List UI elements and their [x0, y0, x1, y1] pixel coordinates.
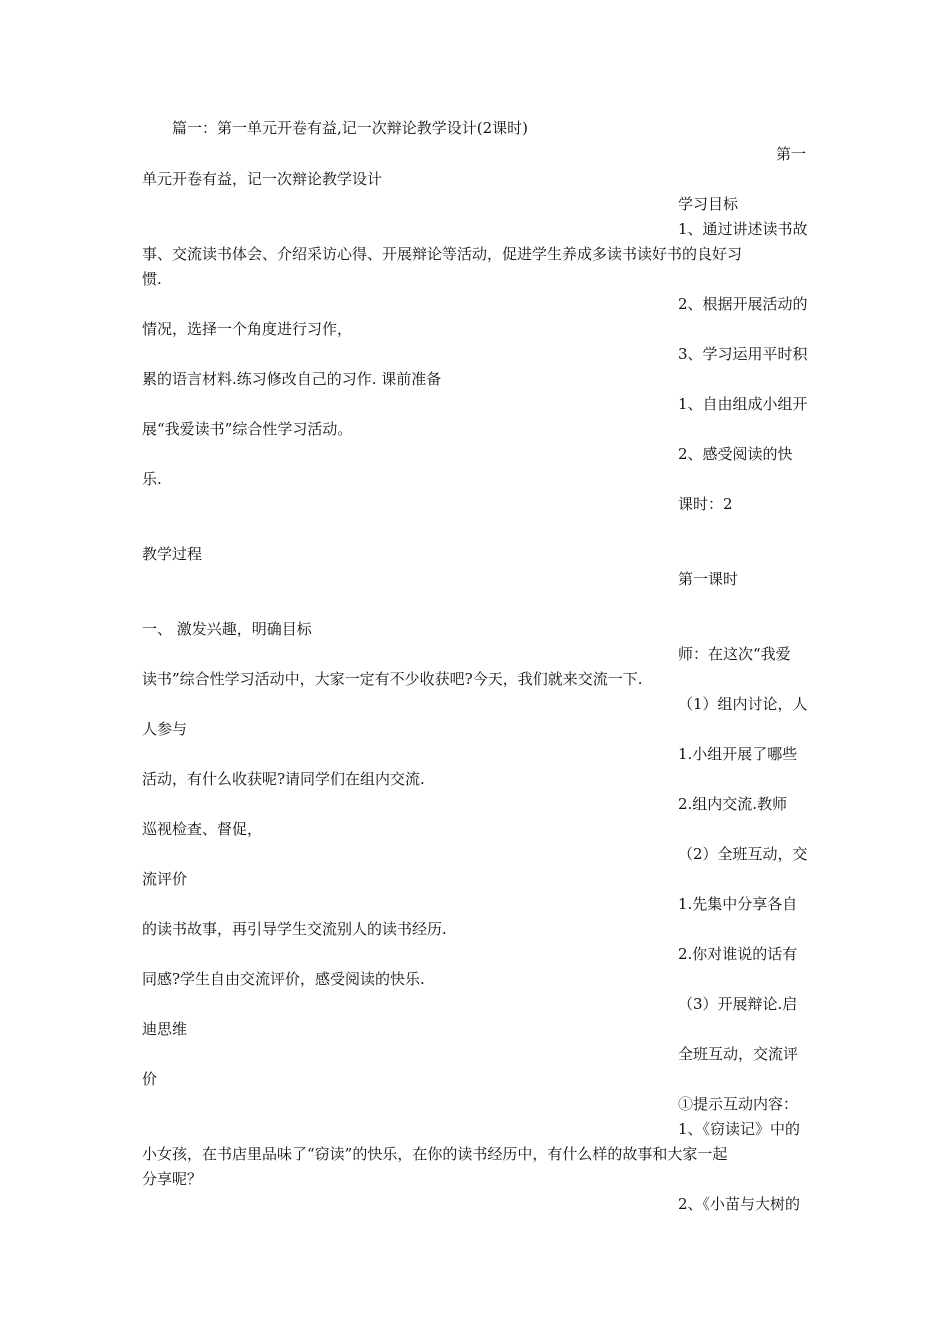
text-line: 1、通过讲述读书故 — [678, 220, 808, 238]
document-title: 篇一：第一单元开卷有益,记一次辩论教学设计(2课时) — [172, 119, 529, 137]
text-line: 同感?学生自由交流评价，感受阅读的快乐. — [142, 970, 425, 988]
text-line: 惯. — [142, 270, 162, 288]
text-line: 课时：2 — [678, 495, 733, 513]
text-line: （2）全班互动，交 — [678, 845, 808, 863]
text-line: 价 — [142, 1070, 158, 1088]
text-line: ①提示互动内容： — [678, 1095, 799, 1113]
text-line: 小女孩，在书店里品味了“窃读”的快乐，在你的读书经历中，有什么样的故事和大家一起 — [142, 1145, 728, 1163]
text-line: 情况，选择一个角度进行习作， — [142, 320, 353, 338]
text-line: 第一 — [776, 145, 807, 163]
section-heading: 教学过程 — [142, 545, 203, 563]
text-line: 读书”综合性学习活动中，大家一定有不少收获吧?今天，我们就来交流一下. — [142, 670, 643, 688]
text-line: 事、交流读书体会、介绍采访心得、开展辩论等活动，促进学生养成多读书读好书的良好习 — [142, 245, 743, 263]
text-line: 分享呢？ — [142, 1170, 203, 1188]
text-line: 2、根据开展活动的 — [678, 295, 808, 313]
text-line: 单元开卷有益，记一次辩论教学设计 — [142, 170, 383, 188]
text-line: 乐. — [142, 470, 162, 488]
section-heading: 第一课时 — [678, 570, 739, 588]
text-line: 累的语言材料.练习修改自己的习作. 课前准备 — [142, 370, 442, 388]
text-line: 1.先集中分享各自 — [678, 895, 798, 913]
text-line: 流评价 — [142, 870, 188, 888]
text-line: 巡视检查、督促， — [142, 820, 263, 838]
text-line: 人参与 — [142, 720, 188, 738]
text-line: 2、《小苗与大树的 — [678, 1195, 801, 1213]
text-line: 迪思维 — [142, 1020, 188, 1038]
text-line: 展“我爱读书”综合性学习活动。 — [142, 420, 353, 438]
text-line: 3、学习运用平时积 — [678, 345, 808, 363]
section-heading: 学习目标 — [678, 195, 739, 213]
text-line: 2.你对谁说的话有 — [678, 945, 798, 963]
text-line: （1）组内讨论，人 — [678, 695, 808, 713]
text-line: 的读书故事，再引导学生交流别人的读书经历. — [142, 920, 447, 938]
text-line: 活动，有什么收获呢?请同学们在组内交流. — [142, 770, 425, 788]
text-line: 全班互动，交流评 — [678, 1045, 799, 1063]
text-line: 1、自由组成小组开 — [678, 395, 808, 413]
text-line: （3）开展辩论.启 — [678, 995, 798, 1013]
section-heading: 一、 激发兴趣，明确目标 — [142, 620, 312, 638]
text-line: 师：在这次“我爱 — [678, 645, 791, 663]
text-line: 2、感受阅读的快 — [678, 445, 793, 463]
text-line: 1.小组开展了哪些 — [678, 745, 798, 763]
text-line: 2.组内交流.教师 — [678, 795, 788, 813]
text-line: 1、《窃读记》中的 — [678, 1120, 801, 1138]
